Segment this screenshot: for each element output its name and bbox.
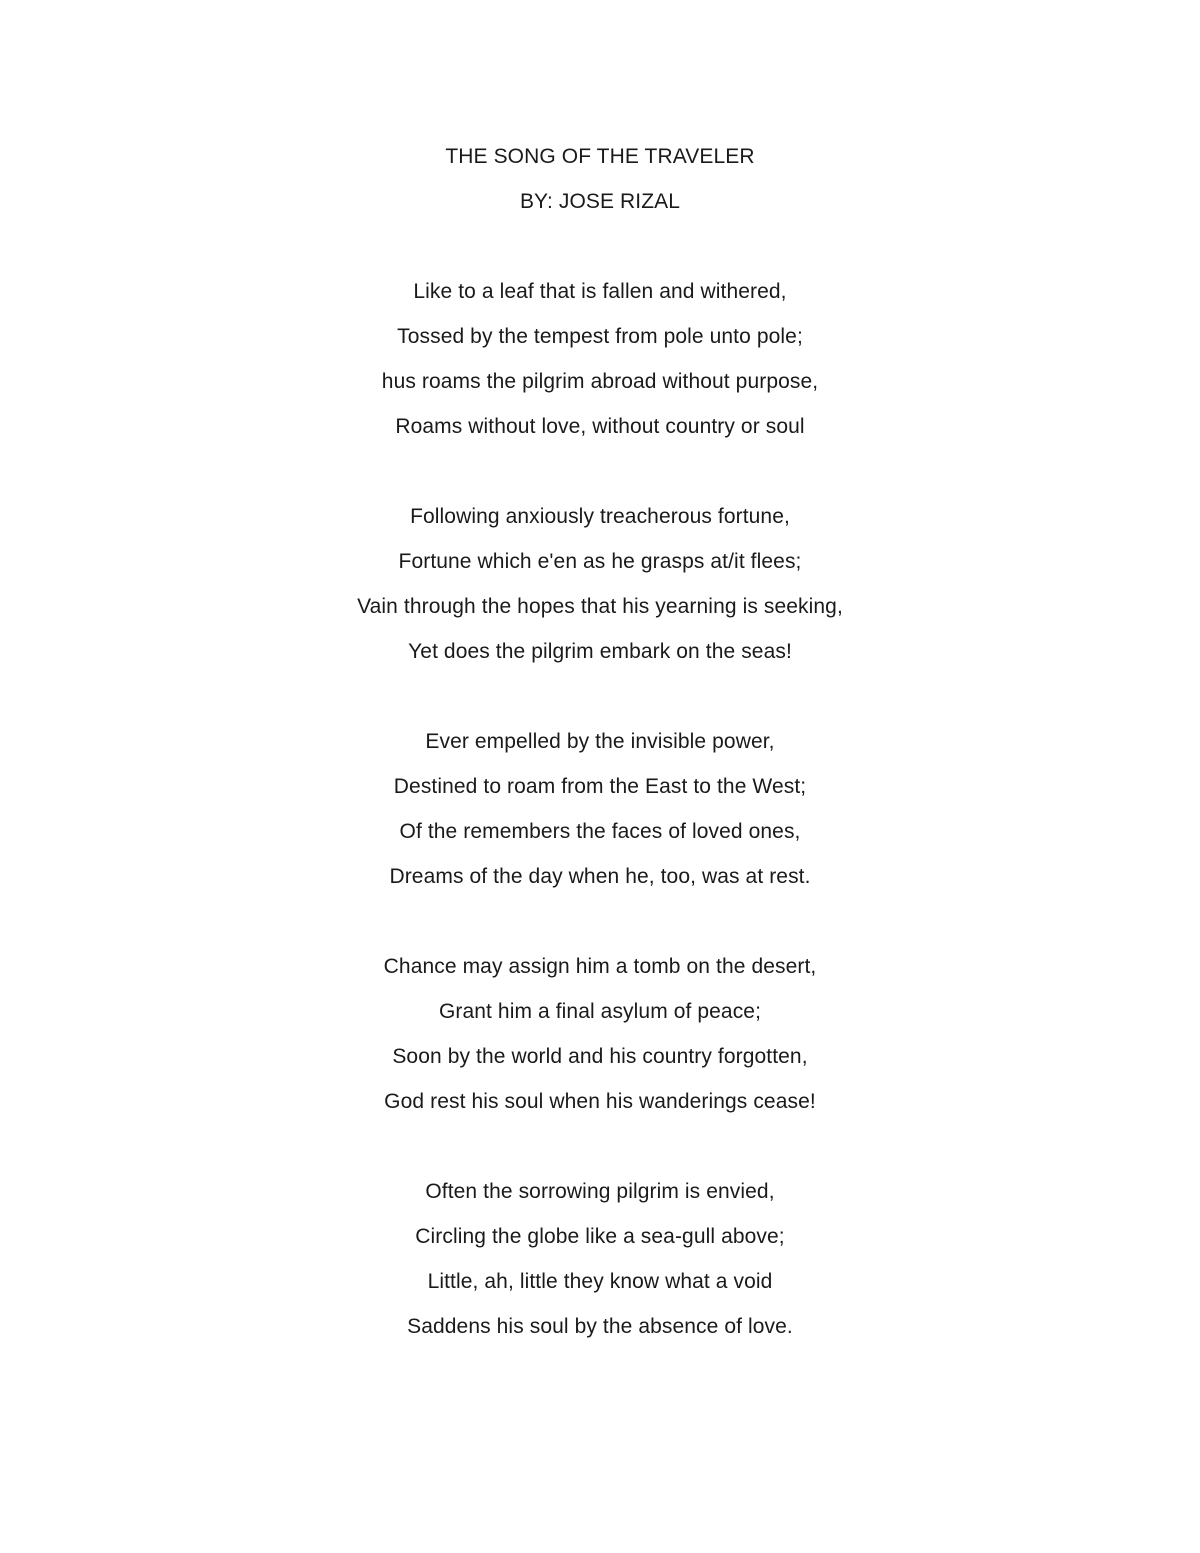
poem-line: Saddens his soul by the absence of love.	[407, 1315, 793, 1338]
spacer	[0, 674, 1200, 719]
spacer	[0, 899, 1200, 944]
poem-line: Like to a leaf that is fallen and withered,	[413, 280, 787, 303]
poem-line: God rest his soul when his wanderings cease!	[384, 1090, 816, 1113]
spacer	[0, 224, 1200, 269]
poem-line: Tossed by the tempest from pole unto pole;	[397, 325, 803, 348]
stanza-2	[0, 494, 1200, 674]
poem-line: Vain through the hopes that his yearning is seeking,	[357, 595, 843, 618]
poem-line: Following anxiously treacherous fortune,	[410, 505, 790, 528]
poem-line: Often the sorrowing pilgrim is envied,	[425, 1180, 775, 1203]
stanza-1	[0, 269, 1200, 449]
poem-line: Circling the globe like a sea-gull above;	[415, 1225, 785, 1248]
poem-line: Soon by the world and his country forgotten,	[392, 1045, 808, 1068]
poem	[0, 134, 1200, 1349]
poem-line: Chance may assign him a tomb on the desert,	[383, 955, 817, 978]
poem-line: Yet does the pilgrim embark on the seas!	[408, 640, 792, 663]
poem-line: Destined to roam from the East to the West;	[393, 775, 807, 798]
poem-byline: BY: JOSE RIZAL	[519, 190, 681, 213]
poem-line: Roams without love, without country or soul	[395, 415, 805, 438]
poem-title: THE SONG OF THE TRAVELER	[445, 145, 755, 168]
poem-line: Fortune which e'en as he grasps at/it flees;	[398, 550, 802, 573]
spacer	[0, 449, 1200, 494]
poem-line: Grant him a final asylum of peace;	[438, 1000, 762, 1023]
poem-line: Little, ah, little they know what a void	[427, 1270, 773, 1293]
stanza-4	[0, 944, 1200, 1124]
spacer	[0, 1124, 1200, 1169]
poem-line: Of the remembers the faces of loved ones,	[399, 820, 801, 843]
poem-line: Dreams of the day when he, too, was at rest.	[389, 865, 811, 888]
stanza-5	[0, 1169, 1200, 1349]
poem-line: Ever empelled by the invisible power,	[425, 730, 775, 753]
poem-line: hus roams the pilgrim abroad without purpose,	[381, 370, 819, 393]
stanza-3	[0, 719, 1200, 899]
